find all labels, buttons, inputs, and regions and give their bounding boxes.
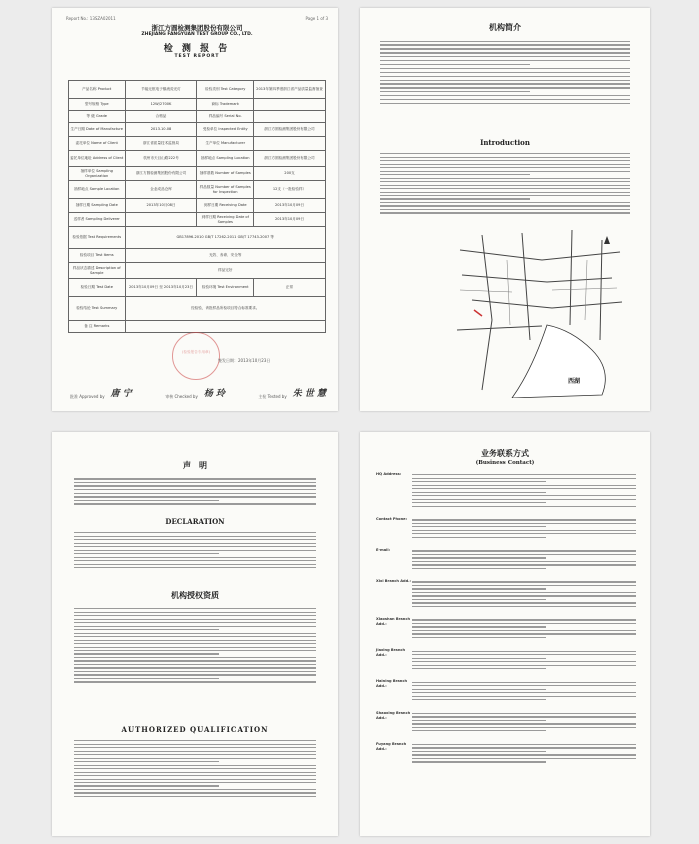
text-line <box>412 682 636 683</box>
report-row <box>69 213 326 227</box>
text-line <box>380 103 630 104</box>
report-field-value: GB17896-2010 GB/T 17262-2011 GB/T 17743-2007 等 <box>125 227 325 249</box>
text-line <box>74 643 316 644</box>
contact-label: Xiaoshan Branch Add.: <box>376 617 411 627</box>
text-line <box>412 481 546 482</box>
report-field-value <box>125 213 197 227</box>
report-field-value: 12W/2700K <box>125 99 197 111</box>
text-line <box>74 768 316 769</box>
contact-label: Fuyang Branch Add.: <box>376 741 407 751</box>
report-field-label: 检验环境 Test Environment <box>197 279 254 297</box>
contact-label: HQ Address: <box>376 472 402 476</box>
text-line <box>74 789 316 790</box>
report-field-label: 检验依据 Test Requirements <box>69 227 126 249</box>
report-number: Report No.: 13SZA02011 <box>66 16 116 21</box>
text-line <box>412 537 546 538</box>
text-line <box>74 482 316 483</box>
text-line <box>74 485 316 486</box>
text-line <box>74 543 316 544</box>
text-line <box>380 91 530 92</box>
text-line <box>412 696 636 697</box>
report-field-label: 商标 Trademark <box>197 99 254 111</box>
text-line <box>74 564 316 565</box>
text-line <box>74 758 316 759</box>
report-field-value: 企业成品仓库 <box>125 181 197 199</box>
text-line <box>380 99 630 100</box>
report-field-value: 200支 <box>254 167 326 181</box>
report-field-label: 等 级 Grade <box>69 111 126 123</box>
contact-list <box>376 472 636 773</box>
text-line <box>380 83 630 84</box>
report-row <box>69 263 326 279</box>
text-line <box>74 496 316 497</box>
text-line <box>74 532 316 533</box>
text-line <box>412 564 636 565</box>
signature-row <box>70 386 326 399</box>
text-line <box>412 530 636 531</box>
text-line <box>74 751 316 752</box>
report-org-en: ZHEJIANG FANGYUAN TEST GROUP CO., LTD. <box>141 32 253 37</box>
report-field-value: 经检验，该批样品所检项目符合标准要求。 <box>125 297 325 321</box>
report-field-value: 2013年10月09日 <box>254 199 326 213</box>
text-line <box>412 488 636 489</box>
text-line <box>74 664 316 665</box>
text-line <box>380 52 630 53</box>
text-line <box>74 782 316 783</box>
text-line <box>412 506 636 507</box>
text-line <box>74 754 316 755</box>
report-title-cn: 检 测 报 告 <box>163 44 231 54</box>
text-line <box>74 622 316 623</box>
report-row <box>69 99 326 111</box>
report-field-value: 2013年10月09日 <box>254 213 326 227</box>
text-line <box>412 630 636 631</box>
contact-entry <box>376 711 636 734</box>
signature-name: 杨 玲 <box>203 389 225 399</box>
qualification-title-cn: 机构授权资质 <box>171 590 219 600</box>
report-field-label: 样品编号 Serial No. <box>197 111 254 123</box>
report-field-value <box>125 321 325 333</box>
report-field-label: 抽样单位 Sampling Organization <box>69 167 126 181</box>
text-line <box>74 792 316 793</box>
report-issue-date: 签发日期：2013年10月23日 <box>218 358 271 363</box>
text-line <box>412 699 546 700</box>
text-line <box>74 615 316 616</box>
text-line <box>74 761 219 762</box>
text-line <box>412 637 546 638</box>
report-field-label: 委托单位地址 Address of Client <box>69 151 126 167</box>
text-line <box>412 685 636 686</box>
text-line <box>380 153 630 154</box>
text-line <box>74 667 316 668</box>
text-line <box>74 560 316 561</box>
contact-detail <box>412 517 636 540</box>
declaration-title-en: DECLARATION <box>165 517 225 526</box>
contact-title-en: (Business Contact) <box>475 460 535 466</box>
report-field-value: 2013年10月09日 至 2013年10月23日 <box>125 279 197 297</box>
contact-label: Xixi Branch Add.: <box>376 579 411 584</box>
report-field-value: 2013.10.08 <box>125 123 197 137</box>
contact-entry <box>376 679 636 702</box>
text-line <box>74 500 219 501</box>
text-line <box>74 660 316 661</box>
report-field-label: 生产日期 Date of Manufacture <box>69 123 126 137</box>
report-row <box>69 321 326 333</box>
text-line <box>412 519 636 520</box>
text-line <box>74 478 316 479</box>
report-field-label: 备 注 Remarks <box>69 321 126 333</box>
text-line <box>412 651 636 652</box>
report-field-value: 2013年10月08日 <box>125 199 197 213</box>
report-header <box>66 16 328 59</box>
text-line <box>412 561 636 562</box>
location-map <box>452 230 624 398</box>
report-field-value: 12支（一批检验样） <box>254 181 326 199</box>
text-line <box>74 636 316 637</box>
report-row <box>69 249 326 263</box>
report-row <box>69 181 326 199</box>
text-line <box>74 550 316 551</box>
text-line <box>380 41 630 42</box>
signature-role: 主检 Tested by <box>258 394 287 399</box>
contact-entry <box>376 579 636 609</box>
text-line <box>74 489 316 490</box>
text-line <box>74 640 316 641</box>
report-field-value: 合格品 <box>125 111 197 123</box>
text-line <box>74 650 316 651</box>
text-line <box>412 689 546 690</box>
text-line <box>74 503 316 504</box>
text-line <box>74 796 316 797</box>
signature-name: 唐 宁 <box>110 389 132 399</box>
text-line <box>74 619 316 620</box>
text-line <box>74 557 316 558</box>
text-line <box>74 744 316 745</box>
report-field-label: 样品数量 Number of Samples for Inspection <box>197 181 254 199</box>
text-line <box>74 608 316 609</box>
text-line <box>412 665 636 666</box>
profile-english-text <box>380 151 630 216</box>
text-line <box>380 95 630 96</box>
text-line <box>74 678 219 679</box>
text-line <box>74 772 316 773</box>
report-field-value <box>254 137 326 151</box>
contact-detail <box>412 548 636 571</box>
contact-label: Shaoxing Branch Add.: <box>376 710 411 720</box>
qualification-title-en: AUTHORIZED QUALIFICATION <box>121 725 269 734</box>
text-line <box>74 775 316 776</box>
report-field-label: 送样者 Sampling Deliverer <box>69 213 126 227</box>
report-row <box>69 123 326 137</box>
text-line <box>74 612 316 613</box>
text-line <box>412 502 546 503</box>
report-field-value: 浙江方圆检测集团股份有限公司 <box>125 167 197 181</box>
profile-chinese-text <box>380 38 630 107</box>
contact-detail <box>412 679 636 702</box>
text-line <box>380 64 530 65</box>
text-line <box>412 492 546 493</box>
signature-block <box>258 386 326 399</box>
lake-label: 西湖 <box>568 378 581 385</box>
text-line <box>74 626 316 627</box>
report-row <box>69 279 326 297</box>
report-field-label: 检验项目 Test Items <box>69 249 126 263</box>
report-field-label: 检验结论 Test Summary <box>69 297 126 321</box>
text-line <box>412 581 636 582</box>
text-line <box>412 747 636 748</box>
declaration-page <box>52 432 338 836</box>
report-field-label: 抽样基数 Number of Samples <box>197 167 254 181</box>
text-line <box>412 692 636 693</box>
text-line <box>412 727 636 728</box>
text-line <box>412 626 546 627</box>
text-line <box>380 48 630 49</box>
report-seal-label: (检验报告专用章) <box>182 350 210 354</box>
text-line <box>412 654 636 655</box>
text-line <box>74 785 219 786</box>
contact-detail <box>412 742 636 765</box>
profile-title-en: Introduction <box>480 138 530 147</box>
text-line <box>74 539 316 540</box>
report-field-value: 2013年第四季度浙江省产品质量监督抽查 <box>254 81 326 99</box>
text-line <box>74 633 316 634</box>
report-field-label: 型号规格 Type <box>69 99 126 111</box>
text-line <box>412 557 546 558</box>
text-line <box>412 623 636 624</box>
text-line <box>74 779 316 780</box>
text-line <box>412 619 636 620</box>
text-line <box>380 160 630 161</box>
report-seal <box>172 332 220 380</box>
report-title-en: TEST REPORT <box>174 54 220 59</box>
report-row <box>69 167 326 181</box>
report-field-label: 受检单位 Inspected Entity <box>197 123 254 137</box>
text-line <box>74 546 316 547</box>
text-line <box>74 674 316 675</box>
report-field-value: 杭州市天目山路222号 <box>125 151 197 167</box>
report-row <box>69 111 326 123</box>
contact-label: Haining Branch Add.: <box>376 679 408 689</box>
report-field-label: 到样日期 Receiving Date <box>197 199 254 213</box>
text-line <box>412 478 636 479</box>
report-field-value: 节能无框电子镇流荧光灯 <box>125 81 197 99</box>
text-line <box>412 658 546 659</box>
report-field-label: 抽样地点 Sample Location <box>69 181 126 199</box>
contact-detail <box>412 648 636 671</box>
text-line <box>412 713 636 714</box>
text-line <box>412 633 636 634</box>
text-line <box>412 751 546 752</box>
report-field-label: 生产单位 Manufacturer <box>197 137 254 151</box>
text-line <box>380 198 530 199</box>
text-line <box>74 553 219 554</box>
text-line <box>412 499 636 500</box>
declaration-english-text <box>74 530 316 571</box>
contact-title-cn: 业务联系方式 <box>481 448 529 458</box>
report-field-value: 正常 <box>254 279 326 297</box>
business-contact-page <box>360 432 650 836</box>
text-line <box>74 536 316 537</box>
text-line <box>412 592 636 593</box>
text-line <box>380 195 630 196</box>
text-line <box>74 765 316 766</box>
report-row <box>69 137 326 151</box>
text-line <box>380 80 630 81</box>
report-field-label: 抽样日期 Sampling Date <box>69 199 126 213</box>
report-field-value: 浙江方圆检测集团股份有限公司 <box>254 123 326 137</box>
text-line <box>412 588 546 589</box>
declaration-chinese-text <box>74 476 316 507</box>
text-line <box>380 209 630 210</box>
text-line <box>412 716 636 717</box>
text-line <box>380 76 630 77</box>
text-line <box>412 495 636 496</box>
text-line <box>74 493 316 494</box>
text-line <box>380 212 630 213</box>
text-line <box>74 629 219 630</box>
text-line <box>412 661 636 662</box>
report-field-value: 光效、寿命、安全等 <box>125 249 325 263</box>
text-line <box>380 72 630 73</box>
text-line <box>74 657 316 658</box>
text-line <box>380 87 630 88</box>
report-org-cn: 浙江方圆检测集团股份有限公司 <box>151 24 243 32</box>
text-line <box>412 730 546 731</box>
text-line <box>412 754 636 755</box>
introduction-page <box>360 8 650 411</box>
text-line <box>412 606 636 607</box>
report-field-value: 样品完好 <box>125 263 325 279</box>
contact-detail <box>412 711 636 734</box>
text-line <box>74 681 316 682</box>
text-line <box>412 761 546 762</box>
text-line <box>380 164 630 165</box>
text-line <box>412 554 636 555</box>
contact-entry <box>376 742 636 765</box>
text-line <box>412 599 546 600</box>
contact-label: Contact Phone: <box>376 517 408 522</box>
text-line <box>380 178 630 179</box>
report-row <box>69 81 326 99</box>
text-line <box>412 533 636 534</box>
text-line <box>412 585 636 586</box>
report-row <box>69 151 326 167</box>
contact-entry <box>376 617 636 640</box>
text-line <box>380 181 630 182</box>
text-line <box>74 653 219 654</box>
qualification-english-list <box>74 738 316 799</box>
text-line <box>412 474 636 475</box>
declaration-title-cn: 声 明 <box>183 460 207 470</box>
text-line <box>412 526 546 527</box>
text-line <box>412 602 636 603</box>
contact-label: E-mail: <box>376 548 391 553</box>
text-line <box>412 595 636 596</box>
text-line <box>380 157 630 158</box>
report-field-label: 检验类别 Test Category <box>197 81 254 99</box>
text-line <box>74 567 316 568</box>
test-report-page <box>52 8 338 411</box>
text-line <box>74 671 316 672</box>
report-table <box>68 80 326 333</box>
text-line <box>412 568 546 569</box>
report-page-of: Page 1 of 3 <box>305 16 328 21</box>
text-line <box>380 202 630 203</box>
qualification-chinese-list <box>74 606 316 685</box>
text-line <box>412 723 636 724</box>
report-field-label: 委托单位 Name of Client <box>69 137 126 151</box>
contact-detail <box>412 617 636 640</box>
report-field-label: 样品状态描述 Description of Sample <box>69 263 126 279</box>
report-field-label: 抽样地点 Sampling Location <box>197 151 254 167</box>
contact-entry <box>376 548 636 571</box>
text-line <box>412 744 636 745</box>
signature-block <box>70 386 132 399</box>
contact-entry <box>376 472 636 509</box>
signature-role: 批准 Approved by <box>70 394 105 399</box>
text-line <box>380 167 630 168</box>
text-line <box>380 185 630 186</box>
signature-role: 审核 Checked by <box>165 394 198 399</box>
report-field-label: 产品名称 Product <box>69 81 126 99</box>
report-field-value: 浙江方圆检测集团股份有限公司 <box>254 151 326 167</box>
text-line <box>74 647 316 648</box>
report-row <box>69 199 326 213</box>
text-line <box>380 192 630 193</box>
text-line <box>412 720 546 721</box>
report-field-value <box>254 111 326 123</box>
report-field-label: 检验日期 Test Date <box>69 279 126 297</box>
text-line <box>380 188 630 189</box>
signature-name: 朱 世 慧 <box>292 389 326 399</box>
contact-entry <box>376 648 636 671</box>
text-line <box>380 44 630 45</box>
text-line <box>74 747 316 748</box>
text-line <box>380 56 630 57</box>
text-line <box>74 740 316 741</box>
text-line <box>380 60 630 61</box>
report-row <box>69 227 326 249</box>
contact-detail <box>412 472 636 509</box>
text-line <box>412 758 636 759</box>
contact-label: Jiaxing Branch Add.: <box>376 648 406 658</box>
report-field-label: 到样日期 Receiving Date of Samples <box>197 213 254 227</box>
text-line <box>412 668 546 669</box>
signature-block <box>165 386 225 399</box>
text-line <box>412 485 636 486</box>
report-row <box>69 297 326 321</box>
report-field-value: 浙江省质量技术监督局 <box>125 137 197 151</box>
text-line <box>412 550 636 551</box>
contact-entry <box>376 517 636 540</box>
text-line <box>380 68 630 69</box>
text-line <box>380 205 630 206</box>
profile-title-cn: 机构简介 <box>489 22 521 32</box>
text-line <box>412 523 636 524</box>
text-line <box>380 171 630 172</box>
text-line <box>380 174 530 175</box>
report-field-value <box>254 99 326 111</box>
contact-detail <box>412 579 636 609</box>
